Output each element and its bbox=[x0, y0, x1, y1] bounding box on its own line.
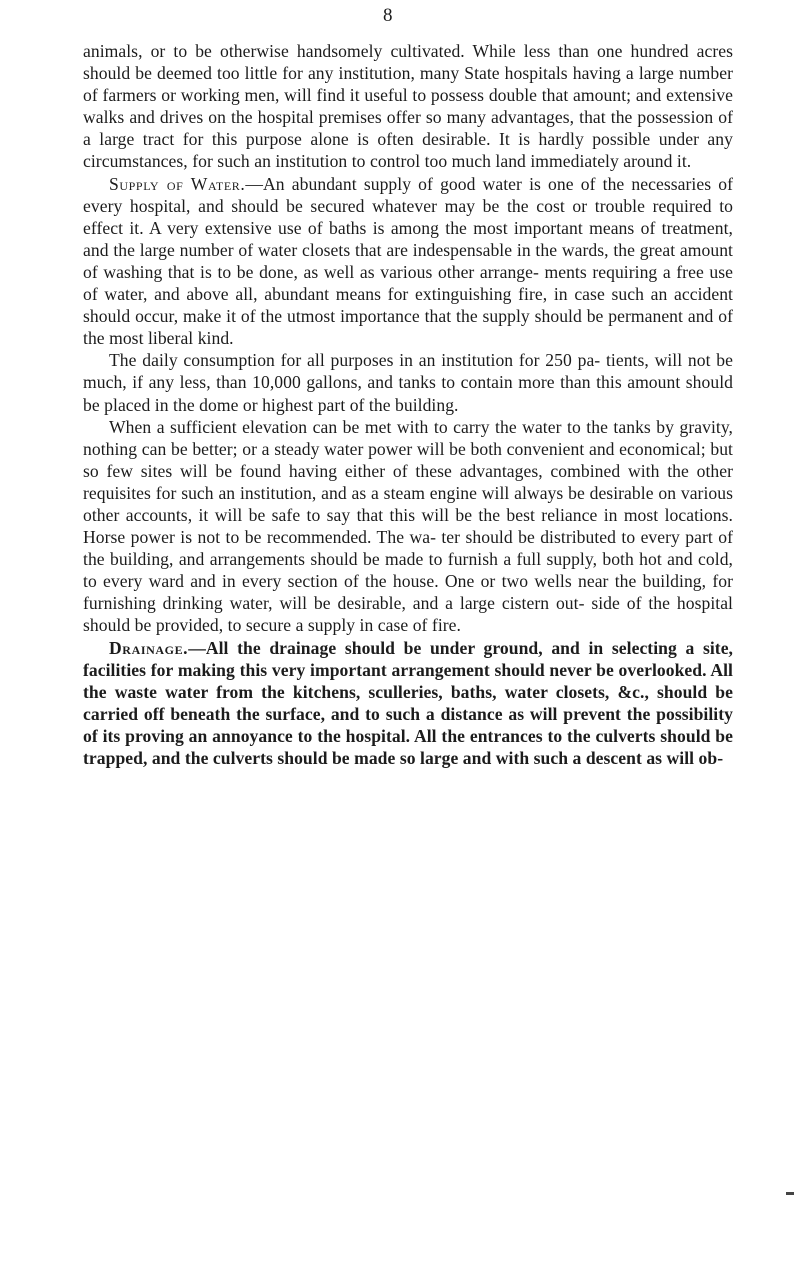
page-number: 8 bbox=[383, 5, 393, 26]
paragraph-supply-of-water bbox=[83, 173, 733, 350]
section-heading-supply-of-water: Supply of Water. bbox=[109, 173, 246, 194]
page-edge-mark bbox=[786, 1192, 794, 1195]
section-heading-drainage: Drainage. bbox=[109, 637, 189, 658]
paragraph-drainage bbox=[83, 637, 733, 770]
paragraph-text: animals, or to be otherwise handsomely cultivated. While less than one hundred acres should be deemed too little for any institution, many State hospitals having a large number of farmers or working men, will find it useful to possess double that amount; and extensive walks and drives on the hospital premises offer so many advantages, that the possession of a large tract for this purpose alone is often desirable. It is hardly possible under any circumstances, for such an institution to control too much land immediately around it. bbox=[83, 41, 733, 172]
paragraph-text: The daily consumption for all purposes in an institution for 250 pa- tients, will not be much, if any less, than 10,000 gallons, and tanks to contain more than this amount should be placed in the dome or highest part of the building. bbox=[83, 350, 733, 415]
paragraph-text: —All the drainage should be under ground, and in selecting a site, facilities for making this very important arrangement should never be overlooked. All the waste water from the kitchens, sculleries, baths, water closets, &c., should be carried off beneath the surface, and to such a distance as will prevent the possibility of its proving an annoyance to the hospital. All the entrances to the culverts should be trapped, and the culverts should be made so large and with such a descent as will ob- bbox=[83, 637, 733, 768]
paragraph-text: —An abundant supply of good water is one of the necessaries of every hospital, and should be secured whatever may be the cost or trouble required to effect it. A very extensive use of baths is among the most important means of treatment, and the large number of water closets that are indespensable in the wards, the great amount of washing that is to be done, as well as various other arrange- ments requiring a free use of water, and above all, abundant means for extinguishing fire, in case such an accident should occur, make it of the utmost importance that the supply should be permanent and of the most liberal kind. bbox=[83, 173, 733, 349]
paragraph-daily-consumption bbox=[83, 349, 733, 415]
paragraph-text: When a sufficient elevation can be met with to carry the water to the tanks by gravity, nothing can be better; or a steady water power will be both convenient and economical; but so few sites will be found having either of these advantages, combined with the other requisites for such an institution, and as a steam engine will always be desirable on various other accounts, it will be safe to say that this will be the best reliance in most locations. Horse power is not to be recommended. The wa- ter should be distributed to every part of the building, and arrangements should be made to furnish a full supply, both hot and cold, to every ward and in every section of the house. One or two wells near the building, for furnishing drinking water, will be desirable, and a large cistern out- side of the hospital should be provided, to secure a supply in case of fire. bbox=[83, 416, 733, 636]
paragraph-land bbox=[83, 40, 733, 173]
paragraph-elevation bbox=[83, 416, 733, 637]
body-text bbox=[83, 40, 733, 769]
